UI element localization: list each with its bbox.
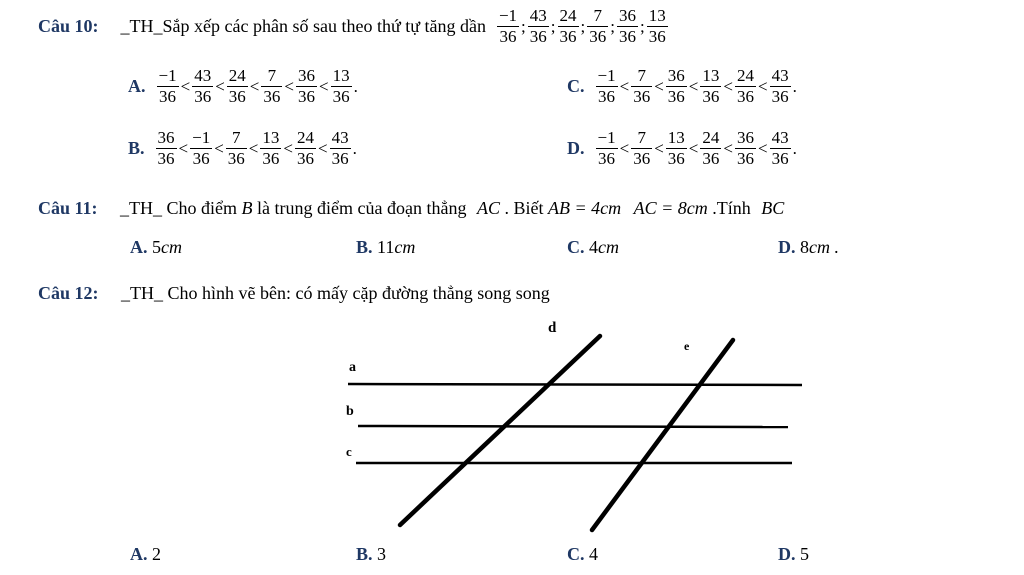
separator: ; <box>639 16 645 36</box>
fraction-denominator: 36 <box>332 87 350 106</box>
fraction <box>647 6 668 47</box>
fraction-denominator: 36 <box>771 149 789 168</box>
less-than-sign: < <box>654 76 664 96</box>
q11-option-a[interactable] <box>130 237 182 258</box>
option-label: A. <box>130 544 148 564</box>
fraction <box>631 128 652 169</box>
fraction-denominator: 36 <box>589 27 607 46</box>
fraction-numerator: 43 <box>529 6 547 25</box>
fraction <box>190 128 212 169</box>
label-e: e <box>684 339 690 353</box>
fraction-denominator: 36 <box>192 149 210 168</box>
fraction-chain <box>155 128 358 169</box>
option-unit: cm <box>394 237 416 257</box>
fraction-denominator: 36 <box>667 87 685 106</box>
separator: . <box>792 138 797 158</box>
fraction-denominator: 36 <box>157 149 175 168</box>
q12-option-c[interactable] <box>567 544 598 565</box>
less-than-sign: < <box>757 138 768 158</box>
less-than-sign: < <box>180 76 191 96</box>
q11-text-4: .Tính <box>712 198 751 218</box>
fraction-numerator: 13 <box>667 128 685 147</box>
question-12-text: _TH_ Cho hình vẽ bên: có mấy cặp đường thẳng song song <box>121 283 550 303</box>
less-than-sign: < <box>688 138 699 158</box>
fraction <box>617 6 638 47</box>
fraction <box>735 128 756 169</box>
fraction <box>261 66 282 107</box>
less-than-sign: < <box>178 138 189 158</box>
option-label: B. <box>128 138 145 158</box>
less-than-sign: < <box>654 138 664 158</box>
option-label: B. <box>356 544 373 564</box>
fraction-numerator: −1 <box>158 66 177 85</box>
less-than-sign: < <box>214 138 224 158</box>
question-10-text: _TH_Sắp xếp các phân số sau theo thứ tự tăng dần <box>120 16 486 36</box>
fraction-numerator: 13 <box>702 66 720 85</box>
less-than-sign: < <box>619 138 630 158</box>
label-b: b <box>346 404 354 419</box>
fraction <box>666 128 687 169</box>
q12-option-b[interactable] <box>356 544 386 565</box>
less-than-sign: < <box>318 76 329 96</box>
fraction-numerator: −1 <box>597 66 616 85</box>
fraction-numerator: 24 <box>736 66 754 85</box>
fraction-denominator: 36 <box>227 149 245 168</box>
fraction-numerator: 43 <box>771 128 789 147</box>
q11-text-2: là trung điểm của đoạn thẳng <box>257 198 467 218</box>
q11-given-ac: AC = 8cm <box>633 198 708 218</box>
fraction-numerator: 43 <box>771 66 789 85</box>
question-12 <box>38 283 550 304</box>
fraction <box>157 66 179 107</box>
fraction <box>260 128 281 169</box>
option-label: D. <box>778 544 796 564</box>
fraction-denominator: 36 <box>633 87 651 106</box>
q11-text-1: _TH_ Cho điểm <box>120 198 238 218</box>
fraction-denominator: 36 <box>228 87 246 106</box>
fraction-denominator: 36 <box>736 149 754 168</box>
fraction-numerator: 36 <box>157 128 175 147</box>
less-than-sign: < <box>757 76 768 96</box>
separator: . <box>792 76 797 96</box>
option-label: C. <box>567 237 585 257</box>
fraction-denominator: 36 <box>331 149 349 168</box>
fraction-numerator: 24 <box>296 128 314 147</box>
fraction <box>596 128 618 169</box>
label-a: a <box>349 360 356 375</box>
separator: . <box>353 76 358 96</box>
option-label: A. <box>128 76 146 96</box>
question-10 <box>38 6 669 47</box>
fraction-numerator: 24 <box>559 6 577 25</box>
fraction <box>770 128 791 169</box>
less-than-sign: < <box>249 76 260 96</box>
fraction-denominator: 36 <box>771 87 789 106</box>
fraction-numerator: 36 <box>618 6 636 25</box>
fraction-denominator: 36 <box>529 27 547 46</box>
less-than-sign: < <box>317 138 328 158</box>
fraction-numerator: 43 <box>331 128 349 147</box>
line-e <box>592 340 733 530</box>
separator: ; <box>550 16 556 36</box>
fraction-denominator: 36 <box>262 149 280 168</box>
q10-option-a[interactable] <box>128 66 359 107</box>
fraction <box>587 6 608 47</box>
option-label: C. <box>567 76 585 96</box>
q10-option-b[interactable] <box>128 128 358 169</box>
fraction <box>700 66 721 107</box>
less-than-sign: < <box>723 138 733 158</box>
less-than-sign: < <box>248 138 259 158</box>
q11-text-3: . Biết <box>504 198 544 218</box>
fraction-numerator: 24 <box>228 66 246 85</box>
q10-option-c[interactable] <box>567 66 798 107</box>
q11-point-b: B <box>241 198 253 218</box>
fraction-numerator: 7 <box>226 128 247 149</box>
question-11-label: Câu 11: <box>38 198 98 218</box>
fraction <box>226 128 247 169</box>
fraction <box>666 66 687 107</box>
fraction-numerator: 43 <box>194 66 212 85</box>
fraction-numerator: 36 <box>297 66 315 85</box>
fraction <box>596 66 618 107</box>
fraction-denominator: 36 <box>598 87 616 106</box>
fraction <box>156 128 177 169</box>
fraction-chain <box>156 66 359 107</box>
less-than-sign: < <box>284 76 294 96</box>
less-than-sign: < <box>215 76 225 96</box>
option-value: 11 <box>377 237 395 257</box>
option-label: D. <box>567 138 585 158</box>
q11-given-ab: AB = 4cm <box>547 198 622 218</box>
less-than-sign: < <box>283 138 293 158</box>
fraction-denominator: 36 <box>159 87 177 106</box>
fraction <box>497 6 519 47</box>
fraction-numerator: 7 <box>261 66 282 87</box>
q11-option-b[interactable] <box>356 237 415 258</box>
fraction <box>330 128 351 169</box>
fraction-numerator: 13 <box>332 66 350 85</box>
fraction-denominator: 36 <box>598 149 616 168</box>
fraction <box>770 66 791 107</box>
parallel-lines-figure <box>330 318 810 536</box>
fraction-numerator: −1 <box>498 6 518 25</box>
fraction-denominator: 36 <box>702 149 720 168</box>
q11-segment: AC <box>476 198 500 218</box>
fraction <box>700 128 721 169</box>
fraction <box>331 66 352 107</box>
q12-option-a[interactable] <box>130 544 161 565</box>
option-value: 4 <box>589 237 598 257</box>
fraction-denominator: 36 <box>263 87 281 106</box>
option-label: D. <box>778 237 796 257</box>
fraction-numerator: 36 <box>736 128 754 147</box>
fraction <box>296 66 317 107</box>
fraction-denominator: 36 <box>667 149 685 168</box>
fraction <box>631 66 652 107</box>
fraction <box>295 128 316 169</box>
fraction-denominator: 36 <box>736 87 754 106</box>
line-d <box>400 336 600 525</box>
option-value: 5 <box>800 544 809 564</box>
separator: ; <box>521 16 526 36</box>
fraction-chain <box>595 66 798 107</box>
question-10-label: Câu 10: <box>38 16 99 36</box>
label-c: c <box>346 444 352 459</box>
option-unit: cm . <box>809 237 839 257</box>
option-value: 3 <box>377 544 387 564</box>
q10-option-d[interactable] <box>567 128 798 169</box>
fraction-denominator: 36 <box>559 27 577 46</box>
less-than-sign: < <box>688 76 699 96</box>
option-label: B. <box>356 237 373 257</box>
fraction <box>735 66 756 107</box>
fraction-numerator: 24 <box>702 128 720 147</box>
fraction <box>528 6 549 47</box>
fraction-chain <box>595 128 798 169</box>
fraction-numerator: 7 <box>631 66 652 87</box>
fraction-numerator: 7 <box>631 128 652 149</box>
fraction <box>192 66 213 107</box>
fraction-numerator: 7 <box>587 6 608 27</box>
option-value: 4 <box>589 544 598 564</box>
fraction-numerator: 13 <box>648 6 666 25</box>
separator: ; <box>610 16 615 36</box>
option-value: 5 <box>152 237 161 257</box>
separator: . <box>352 138 357 158</box>
q12-option-d[interactable] <box>778 544 809 565</box>
fraction-denominator: 36 <box>618 27 636 46</box>
fraction-numerator: 13 <box>262 128 280 147</box>
question-12-label: Câu 12: <box>38 283 99 303</box>
q11-ask: BC <box>761 198 785 218</box>
question-11 <box>38 198 784 219</box>
less-than-sign: < <box>619 76 630 96</box>
option-unit: cm <box>161 237 182 257</box>
fraction-numerator: 36 <box>667 66 685 85</box>
fraction-denominator: 36 <box>297 87 315 106</box>
fraction-numerator: −1 <box>192 128 211 147</box>
option-label: C. <box>567 544 585 564</box>
fraction-denominator: 36 <box>648 27 666 46</box>
fraction <box>227 66 248 107</box>
fraction-denominator: 36 <box>296 149 314 168</box>
option-value: 8 <box>800 237 809 257</box>
q11-option-d[interactable] <box>778 237 839 258</box>
fraction-denominator: 36 <box>194 87 212 106</box>
separator: ; <box>580 16 586 36</box>
fraction-denominator: 36 <box>702 87 720 106</box>
fraction-denominator: 36 <box>633 149 651 168</box>
label-d: d <box>548 320 557 336</box>
fraction <box>558 6 579 47</box>
option-unit: cm <box>598 237 619 257</box>
line-a <box>348 384 802 385</box>
option-label: A. <box>130 237 148 257</box>
less-than-sign: < <box>723 76 733 96</box>
line-b <box>358 426 788 427</box>
q11-option-c[interactable] <box>567 237 619 258</box>
option-value: 2 <box>152 544 161 564</box>
fraction-numerator: −1 <box>597 128 616 147</box>
fraction-denominator: 36 <box>499 27 517 46</box>
question-10-fractions <box>496 6 669 47</box>
